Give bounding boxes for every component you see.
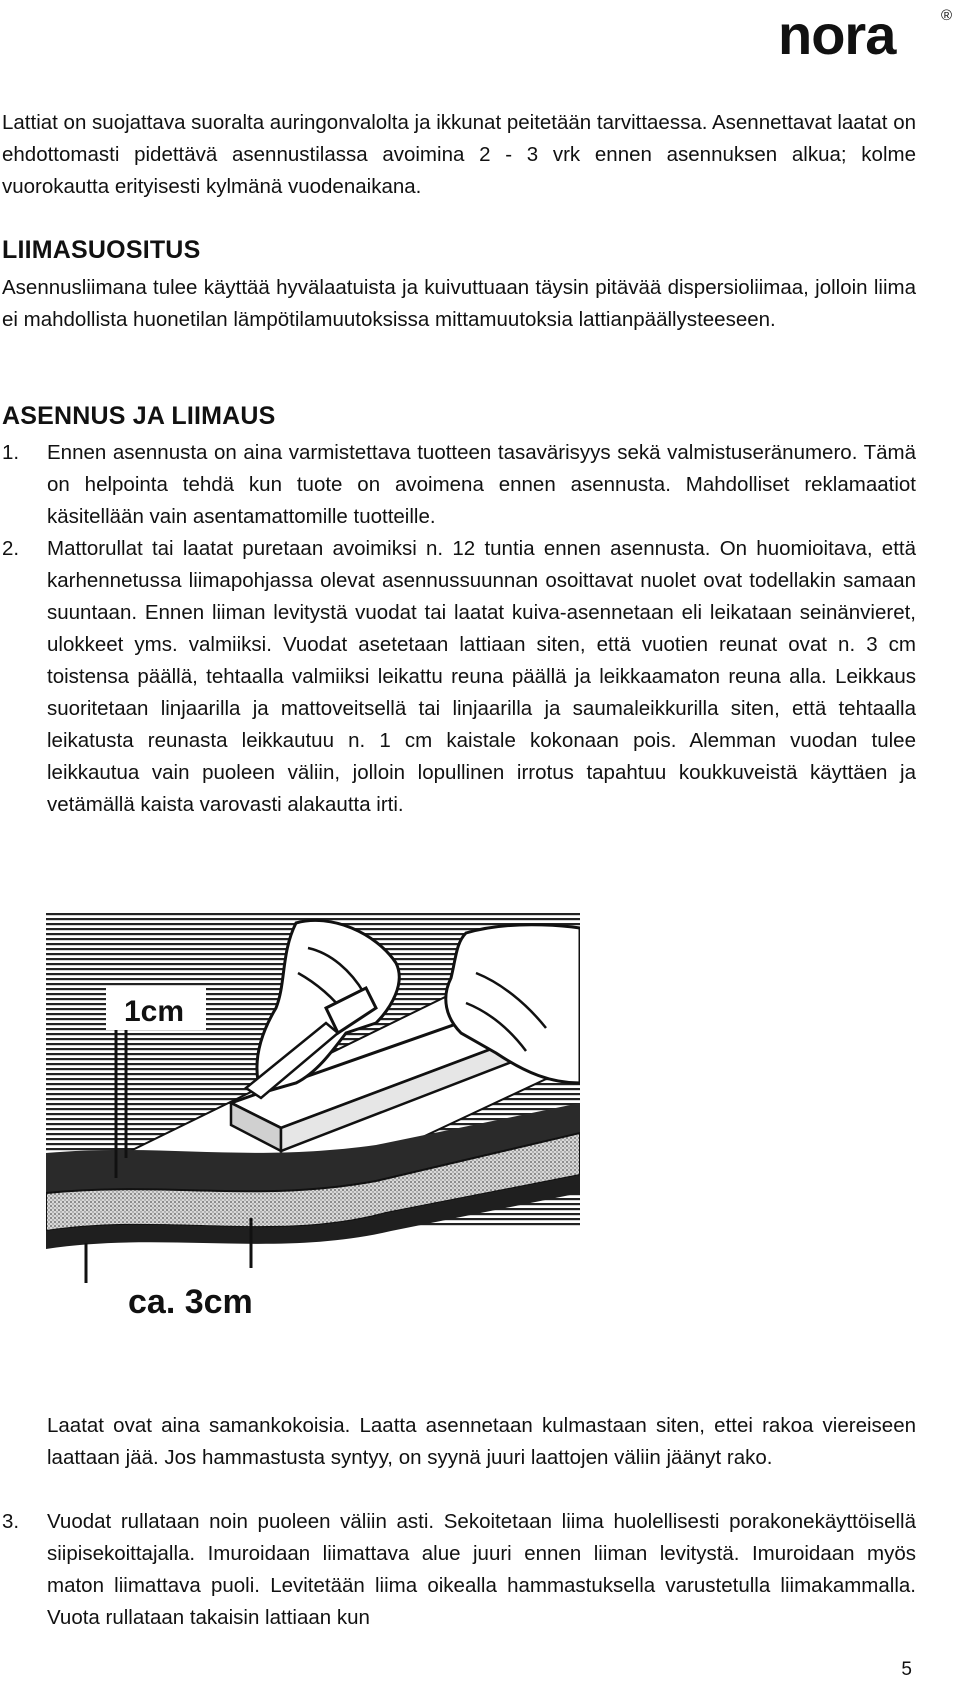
label-ca-3cm: ca. 3cm <box>128 1283 253 1321</box>
list-text: Ennen asennusta on aina varmistettava tuotteen tasavärisyys sekä valmistuseränumero. Tämä on helpointa tehdä kun tuote on avoimena ennen asennusta. Mahdolliset reklamaatiot käsitellään vain asentamattomille tuotteille. <box>47 441 916 528</box>
page-number: 5 <box>901 1659 912 1680</box>
heading-liimasuositus: LIIMASUOSITUS <box>2 236 201 264</box>
list-number: 2. <box>2 537 20 560</box>
registered-mark: ® <box>941 7 953 24</box>
list-number: 3. <box>2 1510 20 1533</box>
nora-logo <box>778 2 956 64</box>
continuation-paragraph: Laatat ovat aina samankokoisia. Laatta asennetaan kulmastaan siten, ettei rakoa viereiseen laattaan jää. Jos hammastusta syntyy, on syynä juuri laattojen väliin jäänyt rako. <box>47 1414 916 1469</box>
cutting-illustration <box>46 913 580 1345</box>
liimasuositus-paragraph: Asennusliimana tulee käyttää hyvälaatuista ja kuivuttuaan täysin pitävää dispersioliimaa, jolloin liima ei mahdollista huonetilan lämpötilamuutoksissa mittamuutoksia lattianpäällysteeseen. <box>2 276 916 331</box>
list-number: 1. <box>2 441 20 464</box>
heading-asennus-ja-liimaus: ASENNUS JA LIIMAUS <box>2 402 276 430</box>
intro-paragraph: Lattiat on suojattava suoralta auringonvalolta ja ikkunat peitetään tarvittaessa. Asennettavat laatat on ehdottomasti pidettävä asennustilassa avoimina 2 - 3 vrk ennen asennuksen alkua; kolme vuorokautta erityisesti kylmänä vuodenaikana. <box>2 111 916 198</box>
list-item-1 <box>2 437 916 533</box>
list-text: Mattorullat tai laatat puretaan avoimiksi n. 12 tuntia ennen asennusta. On huomioitava, että karhennetussa liimapohjassa olevat asennussuunnan osoittavat nuolet ovat todellakin samaan suuntaan. Ennen liiman levitystä vuodat tai laatat kuiva-asennetaan eli leikataan seinänvieret, ulokkeet yms. valmiiksi. Vuodat asetetaan lattiaan siten, että vuotien reunat ovat n. 3 cm toistensa päällä, tehtaalla valmiiksi leikattu reuna päällä ja leikkaamaton reuna alla. Leikkaus suoritetaan linjaarilla ja mattoveitsellä tai linjaarilla ja saumaleikkurilla siten, että tehtaalla leikatusta reunasta leikkautuu n. 1 cm kaistale kokonaan pois. Alemman vuodan tulee leikkautua vain puoleen väliin, jolloin lopullinen irrotus tapahtuu koukkuveistä käyttäen ja vetämällä kaista varovasti alakautta irti. <box>47 537 916 816</box>
list-item-3 <box>2 1506 916 1634</box>
label-1cm: 1cm <box>124 995 185 1028</box>
logo-text: nora <box>778 3 896 64</box>
list-item-2 <box>2 533 916 821</box>
list-text: Vuodat rullataan noin puoleen väliin asti. Sekoitetaan liima huolellisesti porakonekäyttöisellä siipisekoittajalla. Imuroidaan liimattava alue juuri ennen liiman levitystä. Imuroidaan myös maton liimattava puoli. Levitetään liima oikealla hammastuksella varustetulla liimakammalla. Vuota rullataan takaisin lattiaan kun <box>47 1510 916 1629</box>
